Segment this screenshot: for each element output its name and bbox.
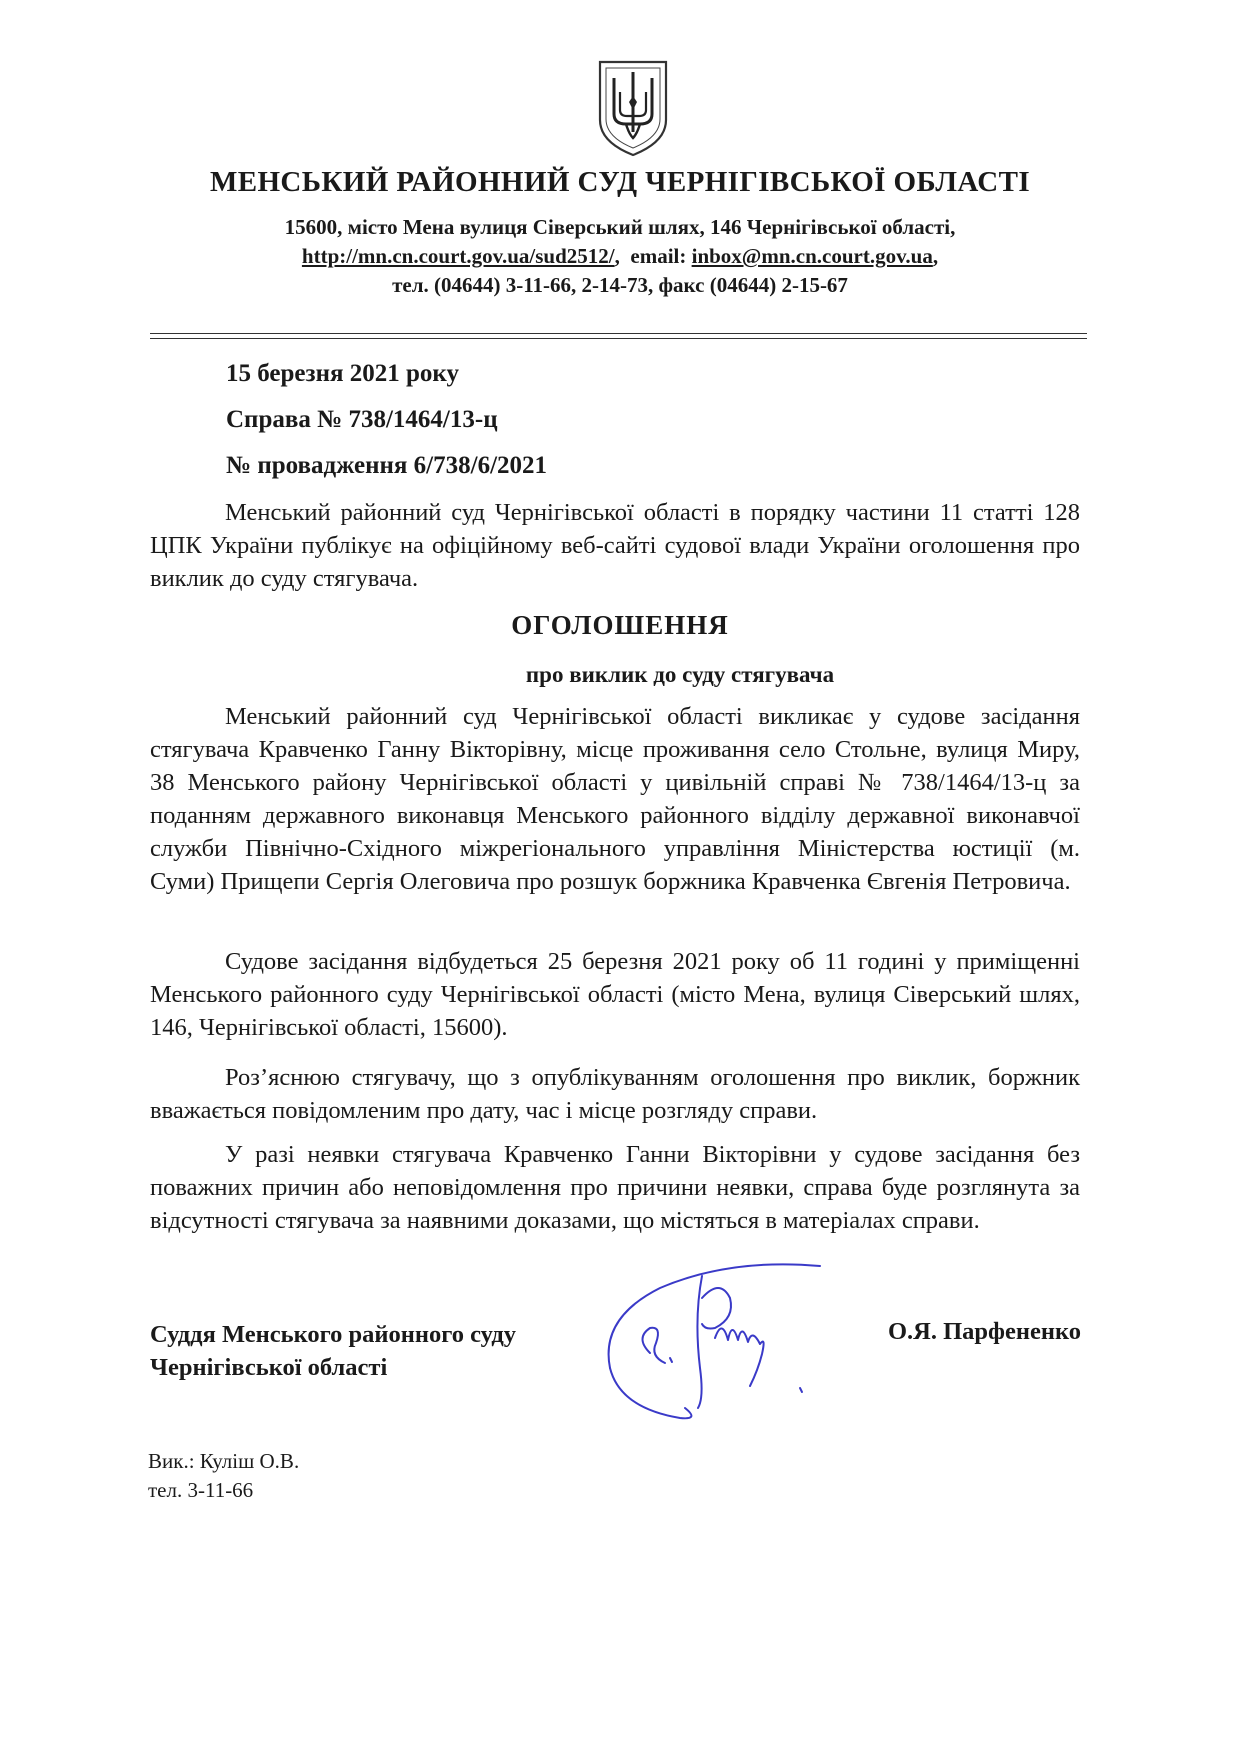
email-label: email: [630,244,687,268]
summons-paragraph: Менський районний суд Чернігівської області викликає у судове засідання стягувача Кравченко Ганну Вікторівну, місце проживання село Стольне, вулиця Миру, 38 Менського району Чернігівської області у цивільній справі № 738/1464/13-ц за поданням державного виконавця Менського районного відділу державної виконавчої служби Північно-Східного міжрегіонального управління Міністерства юстиції (м. Суми) Прищепи Сергія Олеговича про розшук боржника Кравченка Євгенія Петровича. [150,703,1080,895]
judge-title-line2: Чернігівської області [150,1354,388,1381]
executor-phone: тел. 3-11-66 [148,1478,254,1502]
judge-title-line1: Суддя Менського районного суду [150,1321,517,1348]
court-address: 15600, місто Мена вулиця Сіверський шлях, 146 Чернігівської області, [284,215,956,239]
explanation-paragraph: Роз’яснюю стягувачу, що з опублікуванням оголошення про виклик, боржник вважається повідомленим про дату, час і місце розгляду справи. [150,1064,1080,1124]
court-name: МЕНСЬКИЙ РАЙОННИЙ СУД ЧЕРНІГІВСЬКОЇ ОБЛАСТІ [209,166,1031,198]
executor-name: Вик.: Куліш О.В. [148,1449,300,1473]
case-number: Справа № 738/1464/13-ц [226,406,498,433]
announcement-title: ОГОЛОШЕННЯ [511,610,729,640]
absence-paragraph: У разі неявки стягувача Кравченко Ганни Вікторівни у судове засідання без поважних причин або неповідомлення про причини неявки, справа буде розглянута за відсутності стягувача за наявними доказами, що містяться в матеріалах справи. [150,1141,1080,1234]
announcement-subtitle: про виклик до суду стягувача [525,662,835,687]
proceeding-number: № провадження 6/738/6/2021 [226,452,548,479]
court-website-link[interactable]: http://mn.cn.court.gov.ua/sud2512/ [301,244,615,268]
court-email-link[interactable]: inbox@mn.cn.court.gov.ua [691,244,933,268]
judge-name: О.Я. Парфененко [888,1318,1082,1345]
intro-paragraph: Менський районний суд Чернігівської області в порядку частини 11 статті 128 ЦПК України публікує на офіційному веб-сайті судової влади України оголошення про виклик до суду стягувача. [150,499,1080,592]
executor-info [148,1447,299,1505]
handwritten-signature-icon [590,1258,850,1428]
court-contacts: http://mn.cn.court.gov.ua/sud2512/, email: inbox@mn.cn.court.gov.ua, [301,244,939,268]
header-divider-top [150,333,1087,334]
document-date: 15 березня 2021 року [226,360,459,387]
hearing-date-paragraph: Судове засідання відбудеться 25 березня 2021 року об 11 годині у приміщенні Менського районного суду Чернігівської області (місто Мена, вулиця Сіверський шлях, 146, Чернігівської області, 15600). [150,948,1080,1041]
trident-emblem-icon [596,58,670,158]
judge-title [150,1318,516,1384]
header-divider-bottom [150,338,1087,339]
court-phones: тел. (04644) 3-11-66, 2-14-73, факс (04644) 2-15-67 [392,273,848,297]
